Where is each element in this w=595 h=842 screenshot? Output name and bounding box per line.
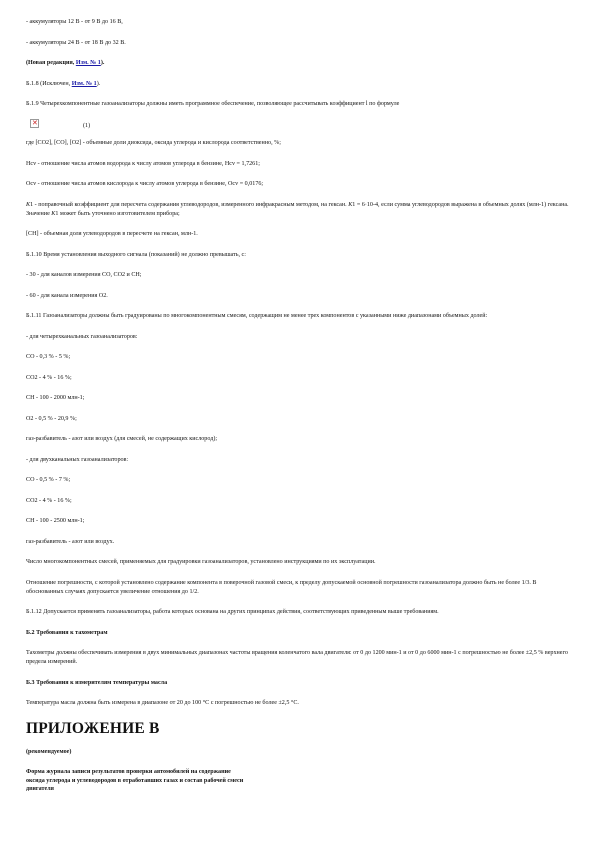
paragraph-co-4ch: CO - 0,3 % - 5 %; [26,354,71,360]
paragraph-b112: Б.1.12 Допускается применять газоанализаторы, работа которых основана на других принципах действия, соответствующих приведенным выше требованиям. [26,609,439,615]
paragraph-batteries-12v: - аккумуляторы 12 В - от 9 В до 16 В, [26,19,123,25]
paragraph-ch-4ch: CH - 100 - 2000 млн-1; [26,395,85,401]
paragraph-four-channel: - для четырехканальных газоанализаторов: [26,333,138,340]
paragraph-mixtures-count: Число многокомпонентных смесей, применяемых для градуировки газоанализаторов, установлено инструкциями по их эксплуатации. [26,559,376,565]
paragraph-ch-2ch: CH - 100 - 2500 млн-1; [26,518,85,524]
paragraph-ch: [CH] - объемная доля углеводородов в пересчете на гексан, млн-1. [26,231,198,237]
paragraph-ocv: Ocv - отношение числа атомов кислорода к числу атомов углерода в бензине, Ocv = 0,0176; [26,181,264,187]
appendix-heading: ПРИЛОЖЕНИЕ В [26,719,160,737]
section-b2-heading: Б.2 Требования к тахометрам [26,629,108,636]
formula-number: (1) [83,123,91,129]
paragraph-co2-2ch: CO2 - 4 % - 16 %; [26,497,72,504]
paragraph-batteries-24v: - аккумуляторы 24 В - от 18 В до 32 В. [26,39,126,46]
amendment-link-1[interactable]: Изм. № 1 [75,60,101,66]
journal-form-title: Форма журнала записи результатов проверки автомобилей на содержание оксида углерода и углеводородов в отработавших газах и состав рабочей смеси двигателя [26,769,244,793]
amendment-link-2[interactable]: Изм. № 1 [71,80,97,87]
paragraph-k1: K1 - поправочный коэффициент для пересчета содержания углеводородов, измеренного инфракрасным методом, на гексан. K1 = 6·10-4, если сумма углеводородов выражена в объемных долях (млн-1) гексана. Значение K1 может быть уточнено изготовителем прибора; [26,201,569,217]
paragraph-error-ratio: Отношение погрешности, с которой установлено содержание компонента в поверочной газовой смеси, к пределу допускаемой основной погрешности газоанализатора должно быть не более 1/3. В обоснованных случаях допускается увеличение отношения до 1/2. [26,579,537,595]
paragraph-diluent-2ch: газ-разбавитель - азот или воздух. [26,538,115,545]
paragraph-diluent-4ch: газ-разбавитель - азот или воздух (для смесей, не содержащих кислород); [26,436,218,442]
paragraph-co-2ch: CO - 0,5 % - 7 %; [26,477,71,483]
paragraph-tachometers: Тахометры должны обеспечивать измерения в двух минимальных диапазонах частоты вращения коленчатого вала двигателя: от 0 до 1200 мин-1 и от 0 до 6000 мин-1 с погрешностью не более ±2,5 % верхнего предела измерений. [26,650,568,665]
paragraph-b18: Б.1.8 (Исключен, Изм. № 1). [26,80,101,87]
paragraph-b19: Б.1.9 Четырехкомпонентные газоанализаторы должны иметь программное обеспечение, позволяющее рассчитывать коэффициент l по формуле [26,101,400,107]
paragraph-two-channel: - для двухканальных газоанализаторов: [26,456,129,463]
paragraph-30s: - 30 - для каналов измерения CO, CO2 и CH; [26,272,142,278]
paragraph-hcv: Hcv - отношение числа атомов водорода к числу атомов углерода в бензине, Hcv = 1,7261; [26,160,260,167]
paragraph-60s: - 60 - для канала измерения O2. [26,292,108,299]
paragraph-where: где [CO2], [CO], [O2] - объемные доли диоксида, оксида углерода и кислорода соответственно, %; [26,140,281,146]
appendix-recommended: (рекомендуемое) [26,748,72,755]
paragraph-new-edition: (Новая редакция, Изм. № 1). [26,60,105,66]
paragraph-b111: Б.1.11 Газоанализаторы должны быть градуированы по многокомпонентным смесям, содержащим не менее трех компонентов с указанными ниже диапазонами объемных долей: [26,313,488,319]
paragraph-oil-temp: Температура масла должна быть измерена в диапазоне от 20 до 100 °С с погрешностью не более ±2,5 °С. [26,700,299,706]
paragraph-o2-4ch: O2 - 0,5 % - 20,9 %; [26,415,77,422]
paragraph-co2-4ch: CO2 - 4 % - 16 %; [26,374,72,381]
formula-row [26,116,571,130]
paragraph-b110: Б.1.10 Время установления выходного сигнала (показаний) не должно превышать, с: [26,251,246,258]
broken-image-icon: ✕ [32,118,38,127]
section-b3-heading: Б.3 Требования к измерителям температуры масла [26,679,168,686]
